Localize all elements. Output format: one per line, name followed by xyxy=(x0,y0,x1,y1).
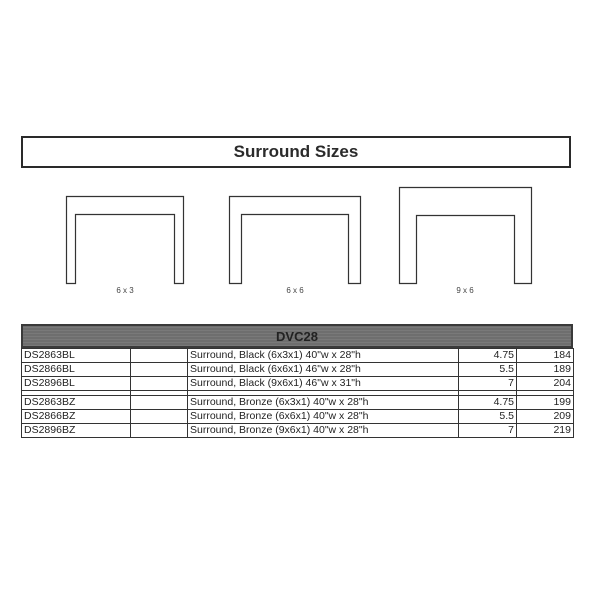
table-row xyxy=(22,410,574,424)
surround-diagram-9x6 xyxy=(399,187,532,295)
price-cell: 184 xyxy=(517,349,574,363)
model-header: DVC28 xyxy=(276,328,318,344)
description-cell: Surround, Bronze (9x6x1) 40"w x 28"h xyxy=(188,424,459,438)
blank-cell xyxy=(131,363,188,377)
diagram-label-6x3: 6 x 3 xyxy=(116,286,134,295)
sku-cell: DS2866BZ xyxy=(22,410,131,424)
surround-outline-6x6 xyxy=(229,196,361,284)
sku-cell: DS2866BL xyxy=(22,363,131,377)
surround-outline-6x3 xyxy=(66,196,184,284)
table-row xyxy=(22,377,574,391)
blank-cell xyxy=(131,424,188,438)
section-title-box xyxy=(21,136,571,168)
surround-table xyxy=(21,348,574,438)
surround-price-table xyxy=(21,324,573,438)
table-row xyxy=(22,363,574,377)
diagram-label-9x6: 9 x 6 xyxy=(456,286,474,295)
table-row xyxy=(22,424,574,438)
weight-cell: 4.75 xyxy=(459,396,517,410)
weight-cell: 5.5 xyxy=(459,363,517,377)
sku-cell: DS2863BL xyxy=(22,349,131,363)
weight-cell: 7 xyxy=(459,377,517,391)
blank-cell xyxy=(131,349,188,363)
blank-cell xyxy=(131,396,188,410)
table-row xyxy=(22,396,574,410)
weight-cell: 4.75 xyxy=(459,349,517,363)
model-header-band xyxy=(21,324,573,348)
price-cell: 199 xyxy=(517,396,574,410)
sku-cell: DS2896BL xyxy=(22,377,131,391)
blank-cell xyxy=(131,410,188,424)
surround-outline-9x6 xyxy=(399,187,532,284)
diagram-label-6x6: 6 x 6 xyxy=(286,286,304,295)
weight-cell: 5.5 xyxy=(459,410,517,424)
description-cell: Surround, Black (6x6x1) 46"w x 28"h xyxy=(188,363,459,377)
surround-diagram-6x3 xyxy=(66,196,184,295)
section-title: Surround Sizes xyxy=(233,142,359,161)
description-cell: Surround, Bronze (6x6x1) 40"w x 28"h xyxy=(188,410,459,424)
weight-cell: 7 xyxy=(459,424,517,438)
price-cell: 189 xyxy=(517,363,574,377)
price-cell: 204 xyxy=(517,377,574,391)
surround-diagram-6x6 xyxy=(229,196,361,295)
sku-cell: DS2896BZ xyxy=(22,424,131,438)
table-row xyxy=(22,349,574,363)
price-cell: 209 xyxy=(517,410,574,424)
description-cell: Surround, Black (6x3x1) 40"w x 28"h xyxy=(188,349,459,363)
price-cell: 219 xyxy=(517,424,574,438)
description-cell: Surround, Black (9x6x1) 46"w x 31"h xyxy=(188,377,459,391)
blank-cell xyxy=(131,377,188,391)
sku-cell: DS2863BZ xyxy=(22,396,131,410)
description-cell: Surround, Bronze (6x3x1) 40"w x 28"h xyxy=(188,396,459,410)
